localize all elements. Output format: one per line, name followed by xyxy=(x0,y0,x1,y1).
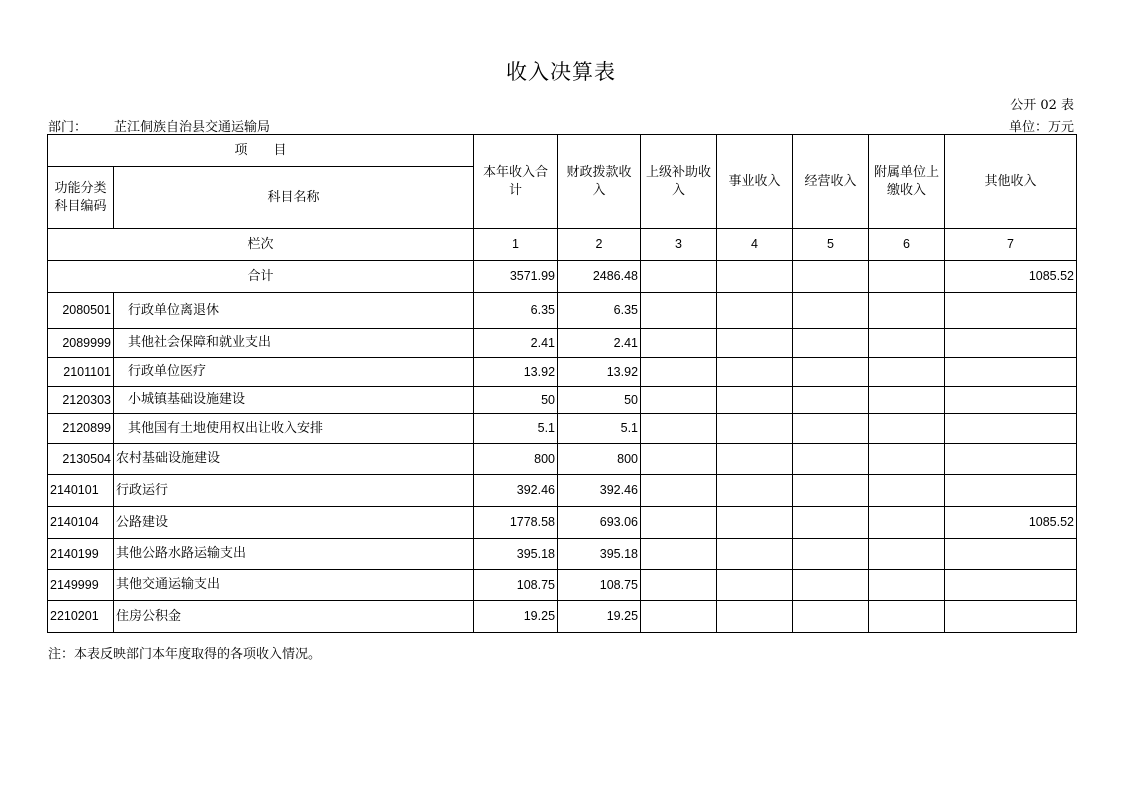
amount-cell xyxy=(717,414,793,444)
amount-cell: 19.25 xyxy=(558,601,641,633)
subject-name: 公路建设 xyxy=(114,507,474,539)
code-header: 功能分类 科目编码 xyxy=(48,167,114,229)
amount-cell xyxy=(869,507,945,539)
amount-cell: 392.46 xyxy=(558,475,641,507)
amount-cell xyxy=(717,570,793,601)
amount-cell xyxy=(869,570,945,601)
subject-code: 2149999 xyxy=(48,570,114,601)
amount-cell xyxy=(641,358,717,387)
subject-name: 行政单位离退休 xyxy=(114,293,474,329)
amount-cell xyxy=(793,507,869,539)
total-cell xyxy=(869,261,945,293)
table-row xyxy=(48,475,1077,507)
total-label: 合计 xyxy=(48,261,474,293)
table-row xyxy=(48,414,1077,444)
amount-cell xyxy=(945,387,1077,414)
amount-cell xyxy=(641,293,717,329)
sequence-label: 栏次 xyxy=(48,229,474,261)
amount-cell xyxy=(869,329,945,358)
subject-name: 其他公路水路运输支出 xyxy=(114,539,474,570)
amount-cell xyxy=(717,601,793,633)
amount-cell: 13.92 xyxy=(474,358,558,387)
amount-cell xyxy=(793,444,869,475)
amount-cell xyxy=(793,570,869,601)
total-cell: 1085.52 xyxy=(945,261,1077,293)
amount-cell xyxy=(717,539,793,570)
amount-cell xyxy=(793,601,869,633)
amount-cell xyxy=(641,475,717,507)
amount-cell: 6.35 xyxy=(474,293,558,329)
amount-cell: 2.41 xyxy=(558,329,641,358)
amount-cell: 395.18 xyxy=(558,539,641,570)
amount-cell xyxy=(641,570,717,601)
subject-code: 2080501 xyxy=(48,293,114,329)
amount-cell xyxy=(945,293,1077,329)
table-row xyxy=(48,329,1077,358)
total-cell: 3571.99 xyxy=(474,261,558,293)
col-header-superior: 上级补助收 入 xyxy=(641,135,717,229)
amount-cell: 108.75 xyxy=(558,570,641,601)
seq-number: 6 xyxy=(869,229,945,261)
table-row xyxy=(48,358,1077,387)
amount-cell: 108.75 xyxy=(474,570,558,601)
amount-cell xyxy=(641,329,717,358)
amount-cell xyxy=(717,507,793,539)
col-header-business: 事业收入 xyxy=(717,135,793,229)
amount-cell xyxy=(945,414,1077,444)
table-row xyxy=(48,570,1077,601)
table-row xyxy=(48,507,1077,539)
subject-name: 小城镇基础设施建设 xyxy=(114,387,474,414)
subject-code: 2120899 xyxy=(48,414,114,444)
amount-cell: 6.35 xyxy=(558,293,641,329)
footnote: 注：本表反映部门本年度取得的各项收入情况。 xyxy=(48,647,322,662)
subject-code: 2140199 xyxy=(48,539,114,570)
amount-cell: 800 xyxy=(474,444,558,475)
amount-cell xyxy=(945,358,1077,387)
amount-cell xyxy=(869,475,945,507)
col-header-operating: 经营收入 xyxy=(793,135,869,229)
total-cell: 2486.48 xyxy=(558,261,641,293)
amount-cell: 50 xyxy=(474,387,558,414)
amount-cell xyxy=(717,444,793,475)
amount-cell xyxy=(641,387,717,414)
amount-cell: 5.1 xyxy=(558,414,641,444)
amount-cell: 395.18 xyxy=(474,539,558,570)
subject-code: 2210201 xyxy=(48,601,114,633)
seq-number: 5 xyxy=(793,229,869,261)
subject-code: 2130504 xyxy=(48,444,114,475)
subject-name: 其他交通运输支出 xyxy=(114,570,474,601)
amount-cell: 1085.52 xyxy=(945,507,1077,539)
amount-cell xyxy=(793,358,869,387)
table-row xyxy=(48,444,1077,475)
subject-name: 住房公积金 xyxy=(114,601,474,633)
name-header: 科目名称 xyxy=(114,167,474,229)
amount-cell xyxy=(869,444,945,475)
amount-cell xyxy=(869,414,945,444)
amount-cell: 2.41 xyxy=(474,329,558,358)
amount-cell xyxy=(793,387,869,414)
header-row-1 xyxy=(48,135,1077,167)
col-header-affiliate: 附属单位上 缴收入 xyxy=(869,135,945,229)
amount-cell xyxy=(793,329,869,358)
amount-cell xyxy=(869,387,945,414)
seq-number: 4 xyxy=(717,229,793,261)
amount-cell: 392.46 xyxy=(474,475,558,507)
seq-number: 2 xyxy=(558,229,641,261)
subject-name: 农村基础设施建设 xyxy=(114,444,474,475)
amount-cell xyxy=(945,444,1077,475)
form-number: 公开 02 表 xyxy=(1010,98,1074,113)
amount-cell xyxy=(945,329,1077,358)
seq-number: 1 xyxy=(474,229,558,261)
amount-cell xyxy=(641,601,717,633)
amount-cell xyxy=(717,293,793,329)
amount-cell: 19.25 xyxy=(474,601,558,633)
project-header: 项 目 xyxy=(48,135,474,167)
amount-cell: 800 xyxy=(558,444,641,475)
amount-cell: 5.1 xyxy=(474,414,558,444)
amount-cell xyxy=(793,293,869,329)
amount-cell: 13.92 xyxy=(558,358,641,387)
subject-name: 其他国有土地使用权出让收入安排 xyxy=(114,414,474,444)
amount-cell: 693.06 xyxy=(558,507,641,539)
amount-cell xyxy=(869,539,945,570)
amount-cell xyxy=(869,293,945,329)
unit-label: 单位：万元 xyxy=(1008,120,1074,135)
amount-cell xyxy=(717,329,793,358)
subject-name: 行政单位医疗 xyxy=(114,358,474,387)
col-header-fiscal: 财政拨款收 入 xyxy=(558,135,641,229)
amount-cell xyxy=(717,358,793,387)
amount-cell xyxy=(945,601,1077,633)
table-row xyxy=(48,601,1077,633)
sequence-row xyxy=(48,229,1077,261)
col-header-other: 其他收入 xyxy=(945,135,1077,229)
table-row xyxy=(48,387,1077,414)
total-row xyxy=(48,261,1077,293)
subject-code: 2140104 xyxy=(48,507,114,539)
subject-code: 2101101 xyxy=(48,358,114,387)
total-cell xyxy=(717,261,793,293)
page-title: 收入决算表 xyxy=(506,60,616,84)
amount-cell xyxy=(641,414,717,444)
subject-name: 行政运行 xyxy=(114,475,474,507)
table-row xyxy=(48,293,1077,329)
total-cell xyxy=(641,261,717,293)
amount-cell xyxy=(641,507,717,539)
amount-cell xyxy=(945,475,1077,507)
department-name: 芷江侗族自治县交通运输局 xyxy=(114,120,271,135)
amount-cell xyxy=(717,475,793,507)
amount-cell xyxy=(641,539,717,570)
seq-number: 7 xyxy=(945,229,1077,261)
department-label: 部门： xyxy=(48,120,88,135)
amount-cell xyxy=(641,444,717,475)
amount-cell: 50 xyxy=(558,387,641,414)
subject-code: 2140101 xyxy=(48,475,114,507)
amount-cell xyxy=(945,539,1077,570)
amount-cell xyxy=(717,387,793,414)
amount-cell xyxy=(869,358,945,387)
subject-code: 2089999 xyxy=(48,329,114,358)
col-header-total: 本年收入合 计 xyxy=(474,135,558,229)
subject-name: 其他社会保障和就业支出 xyxy=(114,329,474,358)
amount-cell xyxy=(945,570,1077,601)
table-row xyxy=(48,539,1077,570)
subject-code: 2120303 xyxy=(48,387,114,414)
amount-cell xyxy=(793,414,869,444)
total-cell xyxy=(793,261,869,293)
amount-cell xyxy=(793,475,869,507)
amount-cell xyxy=(793,539,869,570)
amount-cell: 1778.58 xyxy=(474,507,558,539)
amount-cell xyxy=(869,601,945,633)
income-table xyxy=(47,134,1077,633)
seq-number: 3 xyxy=(641,229,717,261)
